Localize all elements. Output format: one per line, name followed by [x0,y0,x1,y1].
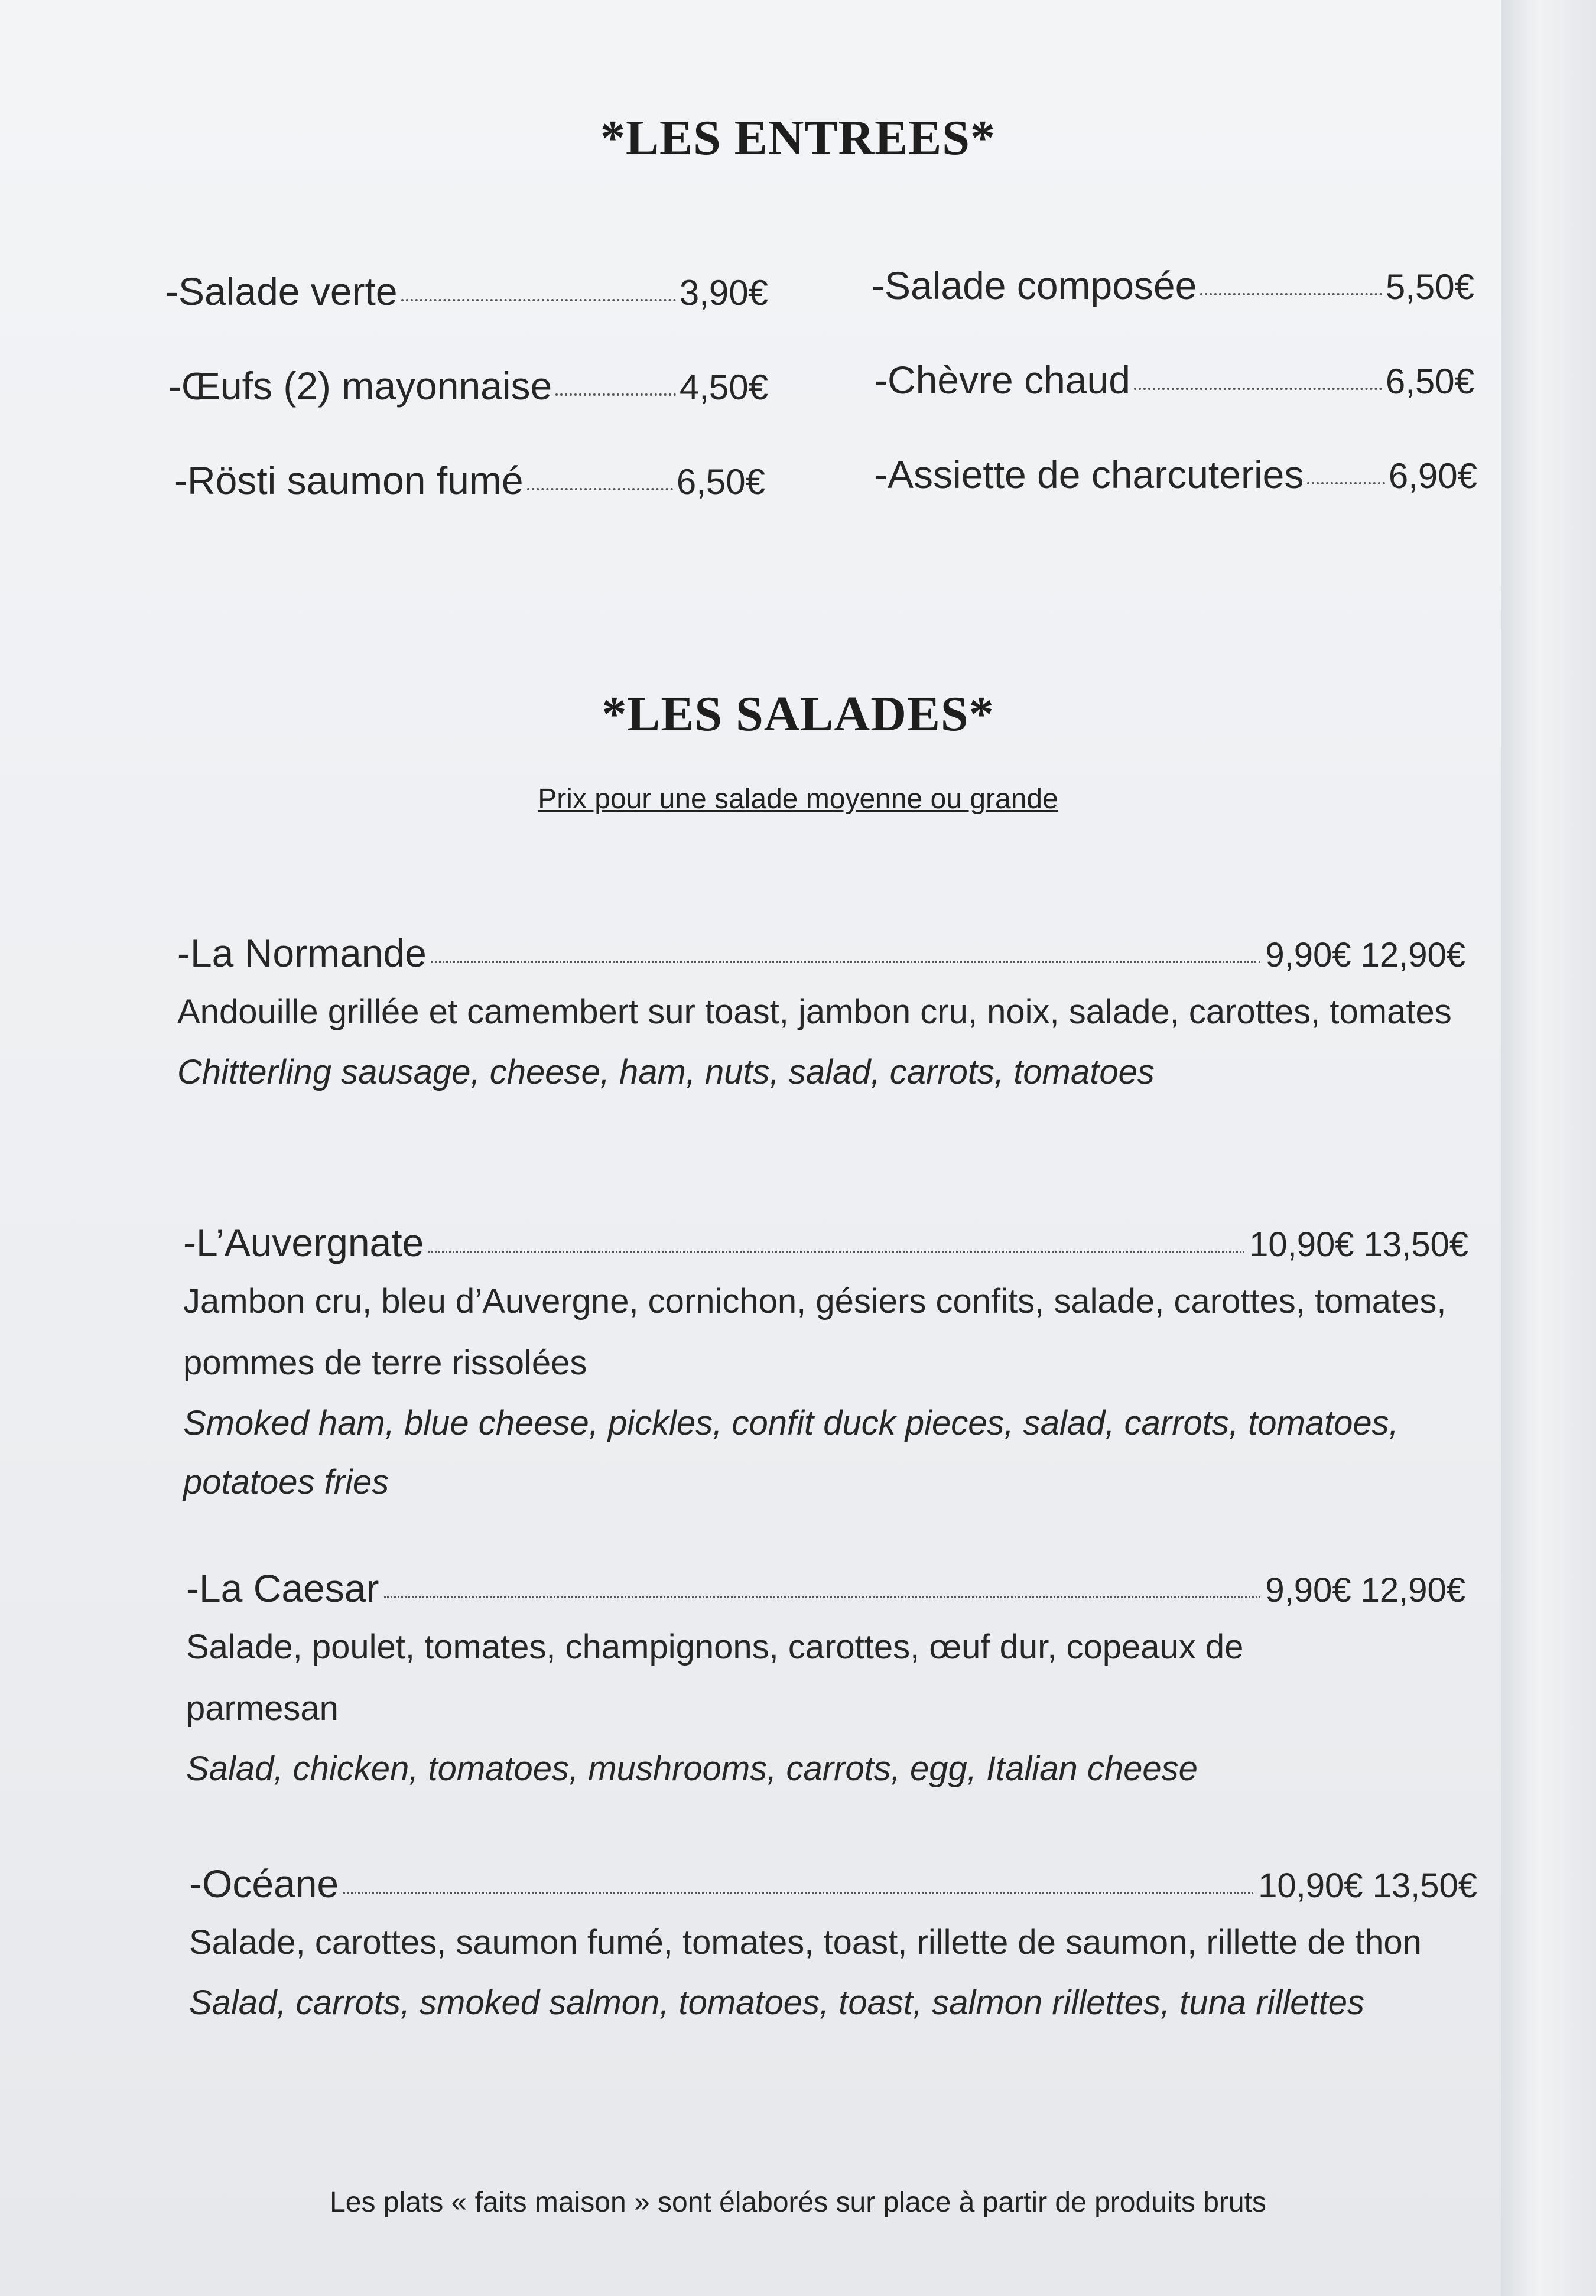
leader-dots [1200,293,1382,295]
salad-description-en: Chitterling sausage, cheese, ham, nuts, salad, carrots, tomatoes [177,1053,1155,1091]
entree-price: 6,50€ [676,462,765,502]
homemade-notice: Les plats « faits maison » sont élaborés sur place à partir de produits bruts [330,2187,1266,2218]
leader-dots [527,488,673,490]
entree-name: -Salade composée [872,264,1197,307]
entree-name: -Œufs (2) mayonnaise [168,364,552,408]
leader-dots [384,1596,1261,1598]
salades-subtitle: Prix pour une salade moyenne ou grande [538,783,1058,815]
entree-name: -Assiette de charcuteries [875,453,1304,496]
salad-description-fr: Andouille grillée et camembert sur toast, jambon cru, noix, salade, carottes, tomates [177,993,1452,1031]
salad-description-fr: Salade, carottes, saumon fumé, tomates, toast, rillette de saumon, rillette de thon [189,1923,1422,1962]
salad-description-en: Salad, chicken, tomatoes, mushrooms, carrots, egg, Italian cheese [186,1749,1198,1788]
page-edge [1501,0,1596,2296]
salad-item [177,931,1465,1102]
entree-item [174,458,765,503]
salad-item [189,1861,1477,2032]
salad-name: -La Normande [177,931,427,975]
entree-price: 4,50€ [679,368,768,407]
entrees-title: *LES ENTREES* [600,110,996,165]
leader-dots [428,1251,1244,1253]
entree-price: 3,90€ [679,273,768,313]
salad-price: 9,90€ 12,90€ [1265,1571,1465,1609]
entree-price: 6,50€ [1385,362,1474,401]
leader-dots [555,393,676,396]
salad-description-en: Salad, carrots, smoked salmon, tomatoes, toast, salmon rillettes, tuna rillettes [189,1983,1364,2022]
entree-name: -Salade verte [165,269,398,313]
salad-description-en: Smoked ham, blue cheese, pickles, confit duck pieces, salad, carrots, tomatoes, potatoes fries [183,1404,1399,1501]
salad-header [186,1566,1465,1611]
salad-price: 9,90€ 12,90€ [1265,936,1465,974]
salad-price: 10,90€ 13,50€ [1258,1866,1477,1905]
entree-item [875,357,1474,402]
salad-header [177,931,1465,975]
entree-item [875,452,1477,497]
leader-dots [1307,482,1385,484]
salad-description-fr: Jambon cru, bleu d’Auvergne, cornichon, gésiers confits, salade, carottes, tomates, pommes de terre rissolées [183,1282,1447,1382]
salades-title: *LES SALADES* [602,687,994,742]
salad-name: -Océane [189,1862,339,1905]
entree-item [168,363,768,408]
entree-item [872,263,1474,308]
entree-price: 6,90€ [1388,456,1477,496]
salad-item [183,1220,1468,1512]
salad-name: -L’Auvergnate [183,1221,424,1264]
leader-dots [343,1892,1253,1894]
salad-header [183,1220,1468,1265]
salad-price: 10,90€ 13,50€ [1249,1225,1468,1264]
leader-dots [401,299,676,301]
salad-name: -La Caesar [186,1566,379,1610]
entree-item [165,269,768,314]
entree-price: 5,50€ [1385,267,1474,307]
leader-dots [1134,388,1382,390]
entree-name: -Rösti saumon fumé [174,458,524,502]
entree-name: -Chèvre chaud [875,358,1130,402]
salad-header [189,1861,1477,1906]
salad-description-fr: Salade, poulet, tomates, champignons, carottes, œuf dur, copeaux de parmesan [186,1628,1244,1728]
leader-dots [431,961,1260,963]
salad-item [186,1566,1465,1799]
